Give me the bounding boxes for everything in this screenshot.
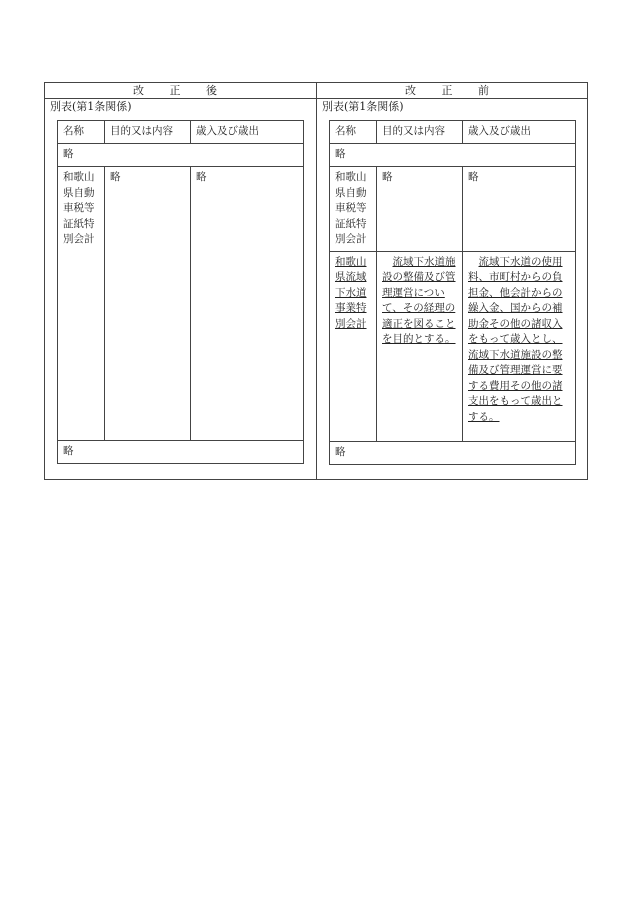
column-header-name: 名称 [330,121,377,144]
column-header-revenue: 歳入及び歳出 [191,121,304,144]
after-revision-header: 改 正 後 [133,84,228,97]
table-row [58,144,304,167]
table-row [330,167,576,252]
account-revenue: 略 [191,167,304,441]
deleted-account-revenue: 流域下水道の使用料、市町村からの負担金、他会計からの繰入金、国からの補助金その他の諸収入をもって歳入とし、流域下水道施設の整備及び管理運営に要する費用その他の諸支出をもって歳出とする。 [463,251,576,441]
column-header-purpose: 目的又は内容 [377,121,463,144]
before-revision-header: 改 正 前 [405,84,500,97]
account-name: 和歌山県自動車税等証紙特別会計 [330,167,377,252]
table-row [330,251,576,441]
omitted-row: 略 [330,441,576,464]
after-subtitle: 別表(第1条関係) [50,100,132,113]
after-annex-table [57,120,304,464]
omitted-row: 略 [330,144,576,167]
table-row [330,441,576,464]
account-purpose: 略 [377,167,463,252]
omitted-row: 略 [58,144,304,167]
table-header-row [58,121,304,144]
column-header-revenue: 歳入及び歳出 [463,121,576,144]
account-name: 和歌山県自動車税等証紙特別会計 [58,167,105,441]
before-subtitle: 別表(第1条関係) [322,100,404,113]
omitted-row: 略 [58,441,304,464]
table-row [58,167,304,441]
header-rule [45,98,587,99]
column-header-purpose: 目的又は内容 [105,121,191,144]
column-divider [316,83,317,479]
table-row [58,441,304,464]
deleted-account-purpose: 流域下水道施設の整備及び管理運営について、その経理の適正を図ることを目的とする。 [377,251,463,441]
table-row [330,144,576,167]
before-annex-table [329,120,576,465]
account-revenue: 略 [463,167,576,252]
table-header-row [330,121,576,144]
deleted-account-name: 和歌山県流域下水道事業特別会計 [330,251,377,441]
account-purpose: 略 [105,167,191,441]
column-header-name: 名称 [58,121,105,144]
